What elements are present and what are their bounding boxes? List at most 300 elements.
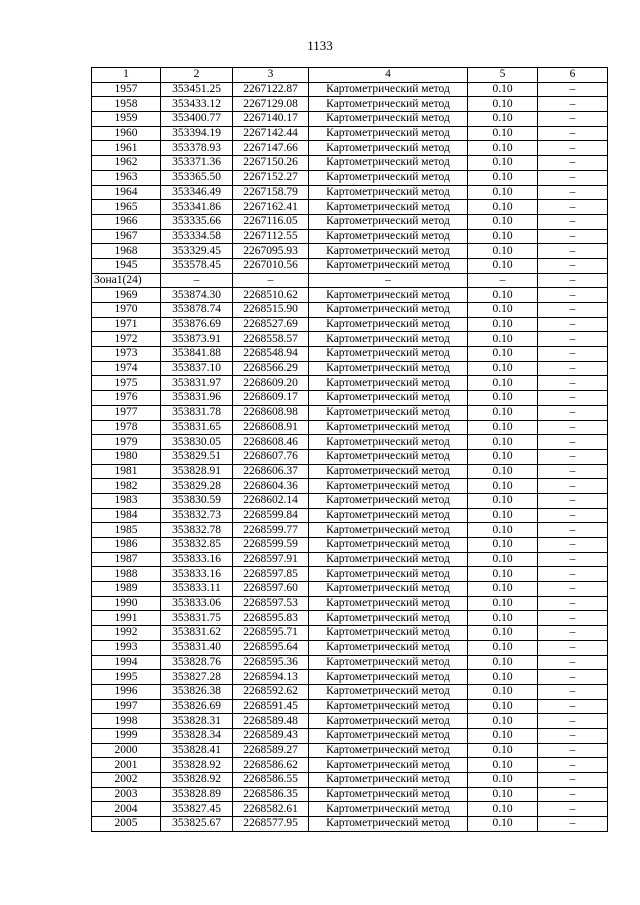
method-cell: Картометрический метод bbox=[309, 611, 468, 626]
accuracy-cell: 0.10 bbox=[468, 229, 538, 244]
method-cell: Картометрический метод bbox=[309, 640, 468, 655]
note-cell: – bbox=[538, 229, 608, 244]
accuracy-cell: 0.10 bbox=[468, 493, 538, 508]
x-coordinate-cell: – bbox=[161, 273, 233, 288]
table-row bbox=[92, 303, 608, 318]
accuracy-cell: 0.10 bbox=[468, 185, 538, 200]
table-row bbox=[92, 214, 608, 229]
accuracy-cell: 0.10 bbox=[468, 655, 538, 670]
method-cell: Картометрический метод bbox=[309, 493, 468, 508]
note-cell: – bbox=[538, 449, 608, 464]
y-coordinate-cell: 2268577.95 bbox=[233, 817, 309, 832]
note-cell: – bbox=[538, 405, 608, 420]
y-coordinate-cell: 2268586.35 bbox=[233, 787, 309, 802]
note-cell: – bbox=[538, 214, 608, 229]
x-coordinate-cell: 353833.06 bbox=[161, 596, 233, 611]
y-coordinate-cell: 2268582.61 bbox=[233, 802, 309, 817]
method-cell: Картометрический метод bbox=[309, 170, 468, 185]
method-cell: Картометрический метод bbox=[309, 347, 468, 362]
method-cell: Картометрический метод bbox=[309, 449, 468, 464]
note-cell: – bbox=[538, 802, 608, 817]
table-row bbox=[92, 82, 608, 97]
note-cell: – bbox=[538, 567, 608, 582]
note-cell: – bbox=[538, 391, 608, 406]
point-number-cell: 1961 bbox=[92, 141, 161, 156]
note-cell: – bbox=[538, 596, 608, 611]
y-coordinate-cell: 2268599.84 bbox=[233, 508, 309, 523]
table-row bbox=[92, 391, 608, 406]
note-cell: – bbox=[538, 611, 608, 626]
note-cell: – bbox=[538, 156, 608, 171]
x-coordinate-cell: 353878.74 bbox=[161, 303, 233, 318]
note-cell: – bbox=[538, 523, 608, 538]
method-cell: Картометрический метод bbox=[309, 479, 468, 494]
accuracy-cell: 0.10 bbox=[468, 97, 538, 112]
table-row bbox=[92, 714, 608, 729]
method-cell: Картометрический метод bbox=[309, 699, 468, 714]
accuracy-cell: 0.10 bbox=[468, 802, 538, 817]
method-cell: Картометрический метод bbox=[309, 332, 468, 347]
accuracy-cell: 0.10 bbox=[468, 508, 538, 523]
x-coordinate-cell: 353831.62 bbox=[161, 626, 233, 641]
y-coordinate-cell: 2268609.20 bbox=[233, 376, 309, 391]
note-cell: – bbox=[538, 126, 608, 141]
accuracy-cell: 0.10 bbox=[468, 626, 538, 641]
y-coordinate-cell: 2267122.87 bbox=[233, 82, 309, 97]
accuracy-cell: 0.10 bbox=[468, 523, 538, 538]
accuracy-cell: 0.10 bbox=[468, 758, 538, 773]
table-row bbox=[92, 376, 608, 391]
point-number-cell: 1985 bbox=[92, 523, 161, 538]
method-cell: Картометрический метод bbox=[309, 317, 468, 332]
x-coordinate-cell: 353873.91 bbox=[161, 332, 233, 347]
x-coordinate-cell: 353826.38 bbox=[161, 684, 233, 699]
point-number-cell: 2000 bbox=[92, 743, 161, 758]
point-number-cell: Зона1(24) bbox=[92, 273, 161, 288]
y-coordinate-cell: 2268595.83 bbox=[233, 611, 309, 626]
point-number-cell: 1979 bbox=[92, 435, 161, 450]
accuracy-cell: 0.10 bbox=[468, 376, 538, 391]
y-coordinate-cell: 2268608.46 bbox=[233, 435, 309, 450]
accuracy-cell: – bbox=[468, 273, 538, 288]
note-cell: – bbox=[538, 303, 608, 318]
y-coordinate-cell: 2268589.27 bbox=[233, 743, 309, 758]
accuracy-cell: 0.10 bbox=[468, 112, 538, 127]
table-row bbox=[92, 655, 608, 670]
point-number-cell: 1981 bbox=[92, 464, 161, 479]
point-number-cell: 2001 bbox=[92, 758, 161, 773]
accuracy-cell: 0.10 bbox=[468, 126, 538, 141]
table-row bbox=[92, 229, 608, 244]
point-number-cell: 1980 bbox=[92, 449, 161, 464]
y-coordinate-cell: 2267162.41 bbox=[233, 200, 309, 215]
y-coordinate-cell: 2268595.64 bbox=[233, 640, 309, 655]
table-row bbox=[92, 244, 608, 259]
x-coordinate-cell: 353841.88 bbox=[161, 347, 233, 362]
table-row bbox=[92, 112, 608, 127]
point-number-cell: 1974 bbox=[92, 361, 161, 376]
accuracy-cell: 0.10 bbox=[468, 405, 538, 420]
accuracy-cell: 0.10 bbox=[468, 714, 538, 729]
x-coordinate-cell: 353451.25 bbox=[161, 82, 233, 97]
accuracy-cell: 0.10 bbox=[468, 773, 538, 788]
page-number: 1133 bbox=[307, 38, 333, 53]
y-coordinate-cell: 2268594.13 bbox=[233, 670, 309, 685]
method-cell: Картометрический метод bbox=[309, 258, 468, 273]
point-number-cell: 1999 bbox=[92, 728, 161, 743]
method-cell: Картометрический метод bbox=[309, 773, 468, 788]
table-row bbox=[92, 582, 608, 597]
x-coordinate-cell: 353400.77 bbox=[161, 112, 233, 127]
table-row bbox=[92, 288, 608, 303]
x-coordinate-cell: 353831.78 bbox=[161, 405, 233, 420]
method-cell: Картометрический метод bbox=[309, 787, 468, 802]
note-cell: – bbox=[538, 82, 608, 97]
note-cell: – bbox=[538, 97, 608, 112]
y-coordinate-cell: 2268589.48 bbox=[233, 714, 309, 729]
table-row bbox=[92, 361, 608, 376]
accuracy-cell: 0.10 bbox=[468, 670, 538, 685]
note-cell: – bbox=[538, 347, 608, 362]
method-cell: Картометрический метод bbox=[309, 817, 468, 832]
point-number-cell: 1996 bbox=[92, 684, 161, 699]
point-number-cell: 1960 bbox=[92, 126, 161, 141]
table-row bbox=[92, 258, 608, 273]
method-cell: Картометрический метод bbox=[309, 743, 468, 758]
method-cell: Картометрический метод bbox=[309, 670, 468, 685]
accuracy-cell: 0.10 bbox=[468, 332, 538, 347]
point-number-cell: 1984 bbox=[92, 508, 161, 523]
note-cell: – bbox=[538, 626, 608, 641]
method-cell: Картометрический метод bbox=[309, 567, 468, 582]
accuracy-cell: 0.10 bbox=[468, 596, 538, 611]
method-cell: – bbox=[309, 273, 468, 288]
y-coordinate-cell: 2268606.37 bbox=[233, 464, 309, 479]
y-coordinate-cell: 2268586.62 bbox=[233, 758, 309, 773]
table-row bbox=[92, 200, 608, 215]
note-cell: – bbox=[538, 714, 608, 729]
point-number-cell: 1995 bbox=[92, 670, 161, 685]
y-coordinate-cell: 2268607.76 bbox=[233, 449, 309, 464]
accuracy-cell: 0.10 bbox=[468, 244, 538, 259]
note-cell: – bbox=[538, 670, 608, 685]
method-cell: Картометрический метод bbox=[309, 508, 468, 523]
table-row bbox=[92, 817, 608, 832]
accuracy-cell: 0.10 bbox=[468, 611, 538, 626]
table-header-row bbox=[92, 68, 608, 83]
y-coordinate-cell: 2268597.60 bbox=[233, 582, 309, 597]
point-number-cell: 1963 bbox=[92, 170, 161, 185]
point-number-cell: 1959 bbox=[92, 112, 161, 127]
note-cell: – bbox=[538, 773, 608, 788]
accuracy-cell: 0.10 bbox=[468, 200, 538, 215]
x-coordinate-cell: 353578.45 bbox=[161, 258, 233, 273]
table-row bbox=[92, 479, 608, 494]
table-row bbox=[92, 626, 608, 641]
note-cell: – bbox=[538, 185, 608, 200]
note-cell: – bbox=[538, 787, 608, 802]
point-number-cell: 2004 bbox=[92, 802, 161, 817]
note-cell: – bbox=[538, 288, 608, 303]
accuracy-cell: 0.10 bbox=[468, 214, 538, 229]
x-coordinate-cell: 353828.31 bbox=[161, 714, 233, 729]
x-coordinate-cell: 353341.86 bbox=[161, 200, 233, 215]
accuracy-cell: 0.10 bbox=[468, 82, 538, 97]
method-cell: Картометрический метод bbox=[309, 156, 468, 171]
method-cell: Картометрический метод bbox=[309, 626, 468, 641]
x-coordinate-cell: 353827.45 bbox=[161, 802, 233, 817]
note-cell: – bbox=[538, 141, 608, 156]
x-coordinate-cell: 353874.30 bbox=[161, 288, 233, 303]
y-coordinate-cell: 2267112.55 bbox=[233, 229, 309, 244]
accuracy-cell: 0.10 bbox=[468, 317, 538, 332]
accuracy-cell: 0.10 bbox=[468, 817, 538, 832]
table-row bbox=[92, 596, 608, 611]
method-cell: Картометрический метод bbox=[309, 596, 468, 611]
table-row bbox=[92, 567, 608, 582]
accuracy-cell: 0.10 bbox=[468, 347, 538, 362]
method-cell: Картометрический метод bbox=[309, 141, 468, 156]
note-cell: – bbox=[538, 508, 608, 523]
x-coordinate-cell: 353876.69 bbox=[161, 317, 233, 332]
zone-row bbox=[92, 273, 608, 288]
note-cell: – bbox=[538, 493, 608, 508]
note-cell: – bbox=[538, 420, 608, 435]
table-row bbox=[92, 347, 608, 362]
method-cell: Картометрический метод bbox=[309, 552, 468, 567]
method-cell: Картометрический метод bbox=[309, 391, 468, 406]
point-number-cell: 1983 bbox=[92, 493, 161, 508]
point-number-cell: 2003 bbox=[92, 787, 161, 802]
point-number-cell: 1990 bbox=[92, 596, 161, 611]
accuracy-cell: 0.10 bbox=[468, 303, 538, 318]
y-coordinate-cell: 2268592.62 bbox=[233, 684, 309, 699]
note-cell: – bbox=[538, 538, 608, 553]
point-number-cell: 1998 bbox=[92, 714, 161, 729]
table-row bbox=[92, 743, 608, 758]
header-col-2: 2 bbox=[161, 68, 233, 83]
table-row bbox=[92, 141, 608, 156]
y-coordinate-cell: 2268609.17 bbox=[233, 391, 309, 406]
point-number-cell: 1975 bbox=[92, 376, 161, 391]
x-coordinate-cell: 353371.36 bbox=[161, 156, 233, 171]
y-coordinate-cell: 2268608.91 bbox=[233, 420, 309, 435]
point-number-cell: 1945 bbox=[92, 258, 161, 273]
x-coordinate-cell: 353433.12 bbox=[161, 97, 233, 112]
point-number-cell: 1969 bbox=[92, 288, 161, 303]
note-cell: – bbox=[538, 640, 608, 655]
table-row bbox=[92, 552, 608, 567]
accuracy-cell: 0.10 bbox=[468, 743, 538, 758]
note-cell: – bbox=[538, 200, 608, 215]
note-cell: – bbox=[538, 361, 608, 376]
note-cell: – bbox=[538, 743, 608, 758]
table-row bbox=[92, 611, 608, 626]
note-cell: – bbox=[538, 582, 608, 597]
method-cell: Картометрический метод bbox=[309, 802, 468, 817]
x-coordinate-cell: 353829.28 bbox=[161, 479, 233, 494]
x-coordinate-cell: 353827.28 bbox=[161, 670, 233, 685]
accuracy-cell: 0.10 bbox=[468, 288, 538, 303]
table-row bbox=[92, 728, 608, 743]
point-number-cell: 1992 bbox=[92, 626, 161, 641]
x-coordinate-cell: 353831.65 bbox=[161, 420, 233, 435]
method-cell: Картометрический метод bbox=[309, 523, 468, 538]
accuracy-cell: 0.10 bbox=[468, 258, 538, 273]
point-number-cell: 1993 bbox=[92, 640, 161, 655]
point-number-cell: 1988 bbox=[92, 567, 161, 582]
method-cell: Картометрический метод bbox=[309, 200, 468, 215]
y-coordinate-cell: 2268566.29 bbox=[233, 361, 309, 376]
x-coordinate-cell: 353832.73 bbox=[161, 508, 233, 523]
y-coordinate-cell: – bbox=[233, 273, 309, 288]
point-number-cell: 1972 bbox=[92, 332, 161, 347]
note-cell: – bbox=[538, 655, 608, 670]
method-cell: Картометрический метод bbox=[309, 655, 468, 670]
y-coordinate-cell: 2267010.56 bbox=[233, 258, 309, 273]
table-row bbox=[92, 523, 608, 538]
point-number-cell: 1971 bbox=[92, 317, 161, 332]
method-cell: Картометрический метод bbox=[309, 126, 468, 141]
header-col-4: 4 bbox=[309, 68, 468, 83]
y-coordinate-cell: 2267129.08 bbox=[233, 97, 309, 112]
x-coordinate-cell: 353828.89 bbox=[161, 787, 233, 802]
table-row bbox=[92, 493, 608, 508]
accuracy-cell: 0.10 bbox=[468, 391, 538, 406]
x-coordinate-cell: 353833.16 bbox=[161, 567, 233, 582]
accuracy-cell: 0.10 bbox=[468, 361, 538, 376]
x-coordinate-cell: 353828.91 bbox=[161, 464, 233, 479]
accuracy-cell: 0.10 bbox=[468, 787, 538, 802]
point-number-cell: 1989 bbox=[92, 582, 161, 597]
y-coordinate-cell: 2267158.79 bbox=[233, 185, 309, 200]
x-coordinate-cell: 353365.50 bbox=[161, 170, 233, 185]
note-cell: – bbox=[538, 273, 608, 288]
method-cell: Картометрический метод bbox=[309, 97, 468, 112]
header-col-5: 5 bbox=[468, 68, 538, 83]
point-number-cell: 1976 bbox=[92, 391, 161, 406]
accuracy-cell: 0.10 bbox=[468, 156, 538, 171]
header-col-6: 6 bbox=[538, 68, 608, 83]
x-coordinate-cell: 353832.78 bbox=[161, 523, 233, 538]
accuracy-cell: 0.10 bbox=[468, 552, 538, 567]
method-cell: Картометрический метод bbox=[309, 405, 468, 420]
x-coordinate-cell: 353833.11 bbox=[161, 582, 233, 597]
point-number-cell: 1994 bbox=[92, 655, 161, 670]
x-coordinate-cell: 353394.19 bbox=[161, 126, 233, 141]
point-number-cell: 1964 bbox=[92, 185, 161, 200]
method-cell: Картометрический метод bbox=[309, 376, 468, 391]
y-coordinate-cell: 2268599.77 bbox=[233, 523, 309, 538]
x-coordinate-cell: 353829.51 bbox=[161, 449, 233, 464]
table-row bbox=[92, 405, 608, 420]
x-coordinate-cell: 353837.10 bbox=[161, 361, 233, 376]
point-number-cell: 2002 bbox=[92, 773, 161, 788]
note-cell: – bbox=[538, 244, 608, 259]
x-coordinate-cell: 353833.16 bbox=[161, 552, 233, 567]
x-coordinate-cell: 353335.66 bbox=[161, 214, 233, 229]
table-row bbox=[92, 185, 608, 200]
y-coordinate-cell: 2268597.91 bbox=[233, 552, 309, 567]
note-cell: – bbox=[538, 552, 608, 567]
note-cell: – bbox=[538, 332, 608, 347]
point-number-cell: 1970 bbox=[92, 303, 161, 318]
y-coordinate-cell: 2268602.14 bbox=[233, 493, 309, 508]
table-row bbox=[92, 640, 608, 655]
point-number-cell: 1978 bbox=[92, 420, 161, 435]
x-coordinate-cell: 353831.96 bbox=[161, 391, 233, 406]
x-coordinate-cell: 353346.49 bbox=[161, 185, 233, 200]
method-cell: Картометрический метод bbox=[309, 244, 468, 259]
note-cell: – bbox=[538, 435, 608, 450]
method-cell: Картометрический метод bbox=[309, 464, 468, 479]
x-coordinate-cell: 353831.75 bbox=[161, 611, 233, 626]
table-row bbox=[92, 699, 608, 714]
point-number-cell: 1958 bbox=[92, 97, 161, 112]
accuracy-cell: 0.10 bbox=[468, 640, 538, 655]
x-coordinate-cell: 353828.41 bbox=[161, 743, 233, 758]
note-cell: – bbox=[538, 699, 608, 714]
x-coordinate-cell: 353329.45 bbox=[161, 244, 233, 259]
y-coordinate-cell: 2267140.17 bbox=[233, 112, 309, 127]
point-number-cell: 1967 bbox=[92, 229, 161, 244]
accuracy-cell: 0.10 bbox=[468, 479, 538, 494]
accuracy-cell: 0.10 bbox=[468, 684, 538, 699]
method-cell: Картометрический метод bbox=[309, 728, 468, 743]
y-coordinate-cell: 2268608.98 bbox=[233, 405, 309, 420]
x-coordinate-cell: 353831.97 bbox=[161, 376, 233, 391]
y-coordinate-cell: 2268595.71 bbox=[233, 626, 309, 641]
point-number-cell: 1982 bbox=[92, 479, 161, 494]
y-coordinate-cell: 2268510.62 bbox=[233, 288, 309, 303]
accuracy-cell: 0.10 bbox=[468, 538, 538, 553]
header-col-3: 3 bbox=[233, 68, 309, 83]
coordinates-table bbox=[91, 67, 608, 832]
point-number-cell: 1986 bbox=[92, 538, 161, 553]
table-row bbox=[92, 126, 608, 141]
point-number-cell: 2005 bbox=[92, 817, 161, 832]
method-cell: Картометрический метод bbox=[309, 185, 468, 200]
method-cell: Картометрический метод bbox=[309, 758, 468, 773]
method-cell: Картометрический метод bbox=[309, 582, 468, 597]
point-number-cell: 1966 bbox=[92, 214, 161, 229]
x-coordinate-cell: 353831.40 bbox=[161, 640, 233, 655]
point-number-cell: 1957 bbox=[92, 82, 161, 97]
note-cell: – bbox=[538, 258, 608, 273]
y-coordinate-cell: 2268527.69 bbox=[233, 317, 309, 332]
y-coordinate-cell: 2268597.85 bbox=[233, 567, 309, 582]
y-coordinate-cell: 2268548.94 bbox=[233, 347, 309, 362]
y-coordinate-cell: 2267152.27 bbox=[233, 170, 309, 185]
note-cell: – bbox=[538, 817, 608, 832]
table-body bbox=[92, 82, 608, 831]
table-row bbox=[92, 758, 608, 773]
header-col-1: 1 bbox=[92, 68, 161, 83]
method-cell: Картометрический метод bbox=[309, 112, 468, 127]
x-coordinate-cell: 353830.05 bbox=[161, 435, 233, 450]
x-coordinate-cell: 353825.67 bbox=[161, 817, 233, 832]
y-coordinate-cell: 2268591.45 bbox=[233, 699, 309, 714]
method-cell: Картометрический метод bbox=[309, 303, 468, 318]
y-coordinate-cell: 2268515.90 bbox=[233, 303, 309, 318]
x-coordinate-cell: 353832.85 bbox=[161, 538, 233, 553]
table-row bbox=[92, 684, 608, 699]
y-coordinate-cell: 2268597.53 bbox=[233, 596, 309, 611]
x-coordinate-cell: 353828.34 bbox=[161, 728, 233, 743]
accuracy-cell: 0.10 bbox=[468, 699, 538, 714]
table-row bbox=[92, 97, 608, 112]
note-cell: – bbox=[538, 170, 608, 185]
